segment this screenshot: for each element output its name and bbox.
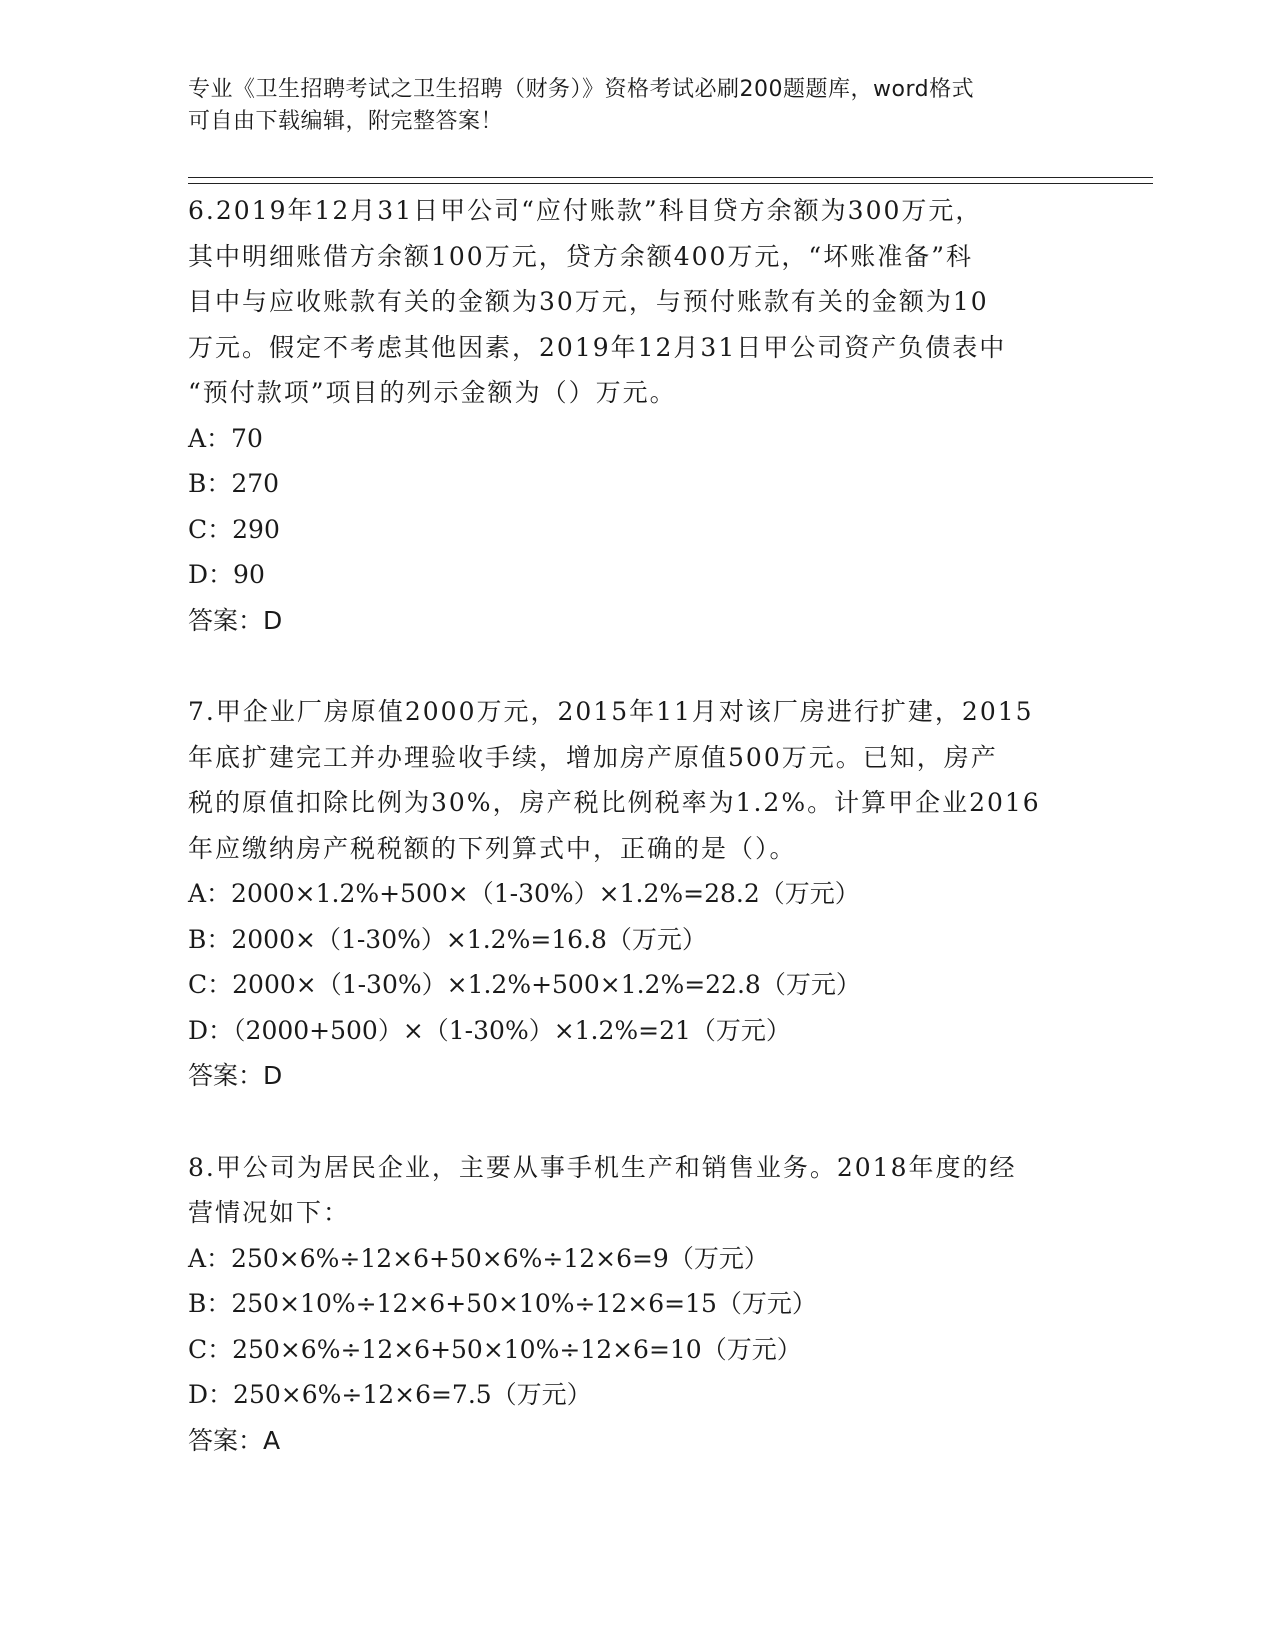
question-text-line: 年应缴纳房产税税额的下列算式中，正确的是（）。 <box>188 833 797 863</box>
option-d: D：90 <box>188 560 265 589</box>
option-b: B：270 <box>188 469 280 498</box>
header-line-2: 可自由下载编辑，附完整答案！ <box>188 109 504 134</box>
option-c: C：2000×（1-30%）×1.2%+500×1.2%=22.8（万元） <box>188 970 861 999</box>
option-a: A：250×6%÷12×6+50×6%÷12×6=9（万元） <box>188 1243 769 1273</box>
option-c: C：290 <box>188 514 280 544</box>
question-text-line: 目中与应收账款有关的金额为30万元，与预付账款有关的金额为10 <box>188 287 989 316</box>
option-c: C：250×6%÷12×6+50×10%÷12×6=10（万元） <box>188 1334 802 1364</box>
option-d: D：（2000+500）×（1-30%）×1.2%=21（万元） <box>188 1015 791 1045</box>
question-text-line: 万元。假定不考虑其他因素，2019年12月31日甲公司资产负债表中 <box>188 332 1007 362</box>
question-text-line: 税的原值扣除比例为30%，房产税比例税率为1.2%。计算甲企业2016 <box>188 788 1041 817</box>
option-b: B：2000×（1-30%）×1.2%=16.8（万元） <box>188 924 707 954</box>
header-rule-top <box>188 177 1153 178</box>
question-6 <box>188 188 1068 643</box>
question-8 <box>188 1145 1068 1464</box>
question-text-line: 年底扩建完工并办理验收手续，增加房产原值500万元。已知，房产 <box>188 742 998 772</box>
option-d: D：250×6%÷12×6=7.5（万元） <box>188 1380 592 1409</box>
option-b: B：250×10%÷12×6+50×10%÷12×6=15（万元） <box>188 1289 817 1318</box>
option-a: A：70 <box>188 423 263 453</box>
question-text-line: “预付款项”项目的列示金额为（）万元。 <box>188 378 677 407</box>
header-line-1: 专业《卫生招聘考试之卫生招聘（财务）》资格考试必刷200题题库，word格式 <box>188 77 975 102</box>
question-text-line: 营情况如下： <box>188 1198 351 1227</box>
question-text-line: 其中明细账借方余额100万元，贷方余额400万元，“坏账准备”科 <box>188 241 973 271</box>
answer-line: 答案：A <box>188 1425 281 1455</box>
document-header <box>188 74 1068 138</box>
question-text-line: 8.甲公司为居民企业，主要从事手机生产和销售业务。2018年度的经 <box>188 1152 1017 1182</box>
header-rule-bottom <box>188 183 1153 184</box>
answer-line: 答案：D <box>188 1061 283 1090</box>
question-7 <box>188 689 1068 1099</box>
question-text-line: 7.甲企业厂房原值2000万元，2015年11月对该厂房进行扩建，2015 <box>188 697 1034 726</box>
option-a: A：2000×1.2%+500×（1-30%）×1.2%=28.2（万元） <box>188 879 860 908</box>
question-list <box>188 188 1068 1509</box>
question-text-line: 6.2019年12月31日甲公司“应付账款”科目贷方余额为300万元， <box>188 196 983 225</box>
answer-line: 答案：D <box>188 605 283 635</box>
